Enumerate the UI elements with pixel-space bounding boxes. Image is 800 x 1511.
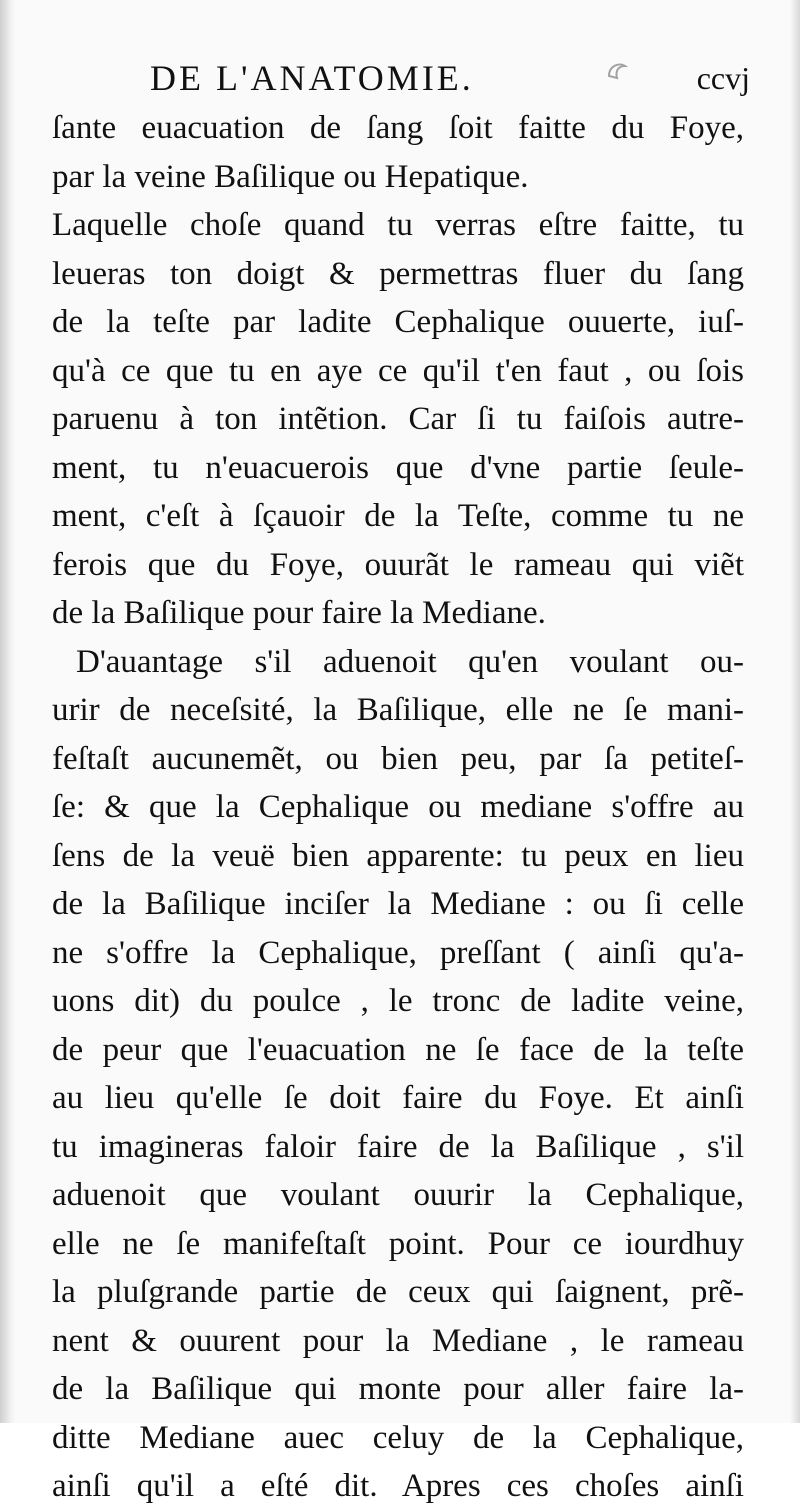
text-line: par la veine Baſilique ou Hepatique.	[52, 158, 529, 195]
text-line: paruenu à ton intẽtion. Car ſi tu faiſois autre-	[52, 401, 744, 437]
text-line: de la teſte par ladite Cephalique ouuerte, iuſ-	[52, 304, 744, 340]
page-edge-shadow	[790, 0, 800, 1423]
text-line: aduenoit que voulant ouurir la Cephalique,	[52, 1177, 744, 1213]
text-line: feſtaſt aucunemẽt, ou bien peu, par ſa petiteſ-	[52, 740, 744, 777]
text-line: ditte Mediane auec celuy de la Cephalique,	[52, 1419, 744, 1456]
text-line: la pluſgrande partie de ceux qui ſaignent, prẽ-	[52, 1274, 744, 1310]
text-line: ainſi qu'il a eſté dit. Apres ces choſes ainſi	[52, 1468, 744, 1504]
text-line: uons dit) du poulce , le tronc de ladite veine,	[52, 983, 744, 1019]
text-line: ment, c'eſt à ſçauoir de la Teſte, comme tu ne	[52, 498, 744, 534]
text-line: D'auantage s'il aduenoit qu'en voulant ou-	[76, 643, 744, 680]
text-line: Laquelle choſe quand tu verras eſtre faitte, tu	[52, 207, 744, 243]
ornament-icon	[605, 58, 629, 82]
text-line: leueras ton doigt & permettras fluer du ſang	[52, 255, 744, 292]
text-line: de la Baſilique qui monte pour aller faire la-	[52, 1371, 744, 1407]
text-line: ſens de la veuë bien apparente: tu peux en lieu	[52, 837, 744, 874]
running-head	[150, 50, 750, 106]
text-line: nent & ouurent pour la Mediane , le rameau	[52, 1322, 744, 1359]
text-line: de peur que l'euacuation ne ſe face de la teſte	[52, 1031, 744, 1068]
text-line: de la Baſilique pour faire la Mediane.	[52, 595, 546, 631]
text-line: de la Baſilique inciſer la Mediane : ou ſi celle	[52, 886, 744, 922]
text-line: ſante euacuation de ſang ſoit faitte du Foye,	[52, 110, 744, 146]
text-line: ment, tu n'euacuerois que d'vne partie ſeule-	[52, 449, 744, 486]
text-line: qu'à ce que tu en aye ce qu'il t'en faut , ou ſois	[52, 352, 744, 389]
text-line: elle ne ſe manifeſtaſt point. Pour ce iourdhuy	[52, 1225, 744, 1262]
text-line: ferois que du Foye, ouurãt le rameau qui viẽt	[52, 546, 744, 583]
text-line: ſe: & que la Cephalique ou mediane s'offre au	[52, 789, 744, 825]
running-head-title: DE L'ANATOMIE.	[150, 58, 474, 98]
page-gutter-shadow	[0, 0, 16, 1423]
body-text	[52, 104, 744, 1511]
text-line: ne s'offre la Cephalique, preſſant ( ainſi qu'a-	[52, 934, 744, 971]
text-line: urir de neceſsité, la Baſilique, elle ne ſe mani-	[52, 692, 744, 728]
text-line: au lieu qu'elle ſe doit faire du Foye. Et ainſi	[52, 1080, 744, 1116]
text-line: tu imagineras faloir faire de la Baſilique , s'il	[52, 1128, 744, 1165]
page-number: ccvj	[696, 60, 750, 96]
